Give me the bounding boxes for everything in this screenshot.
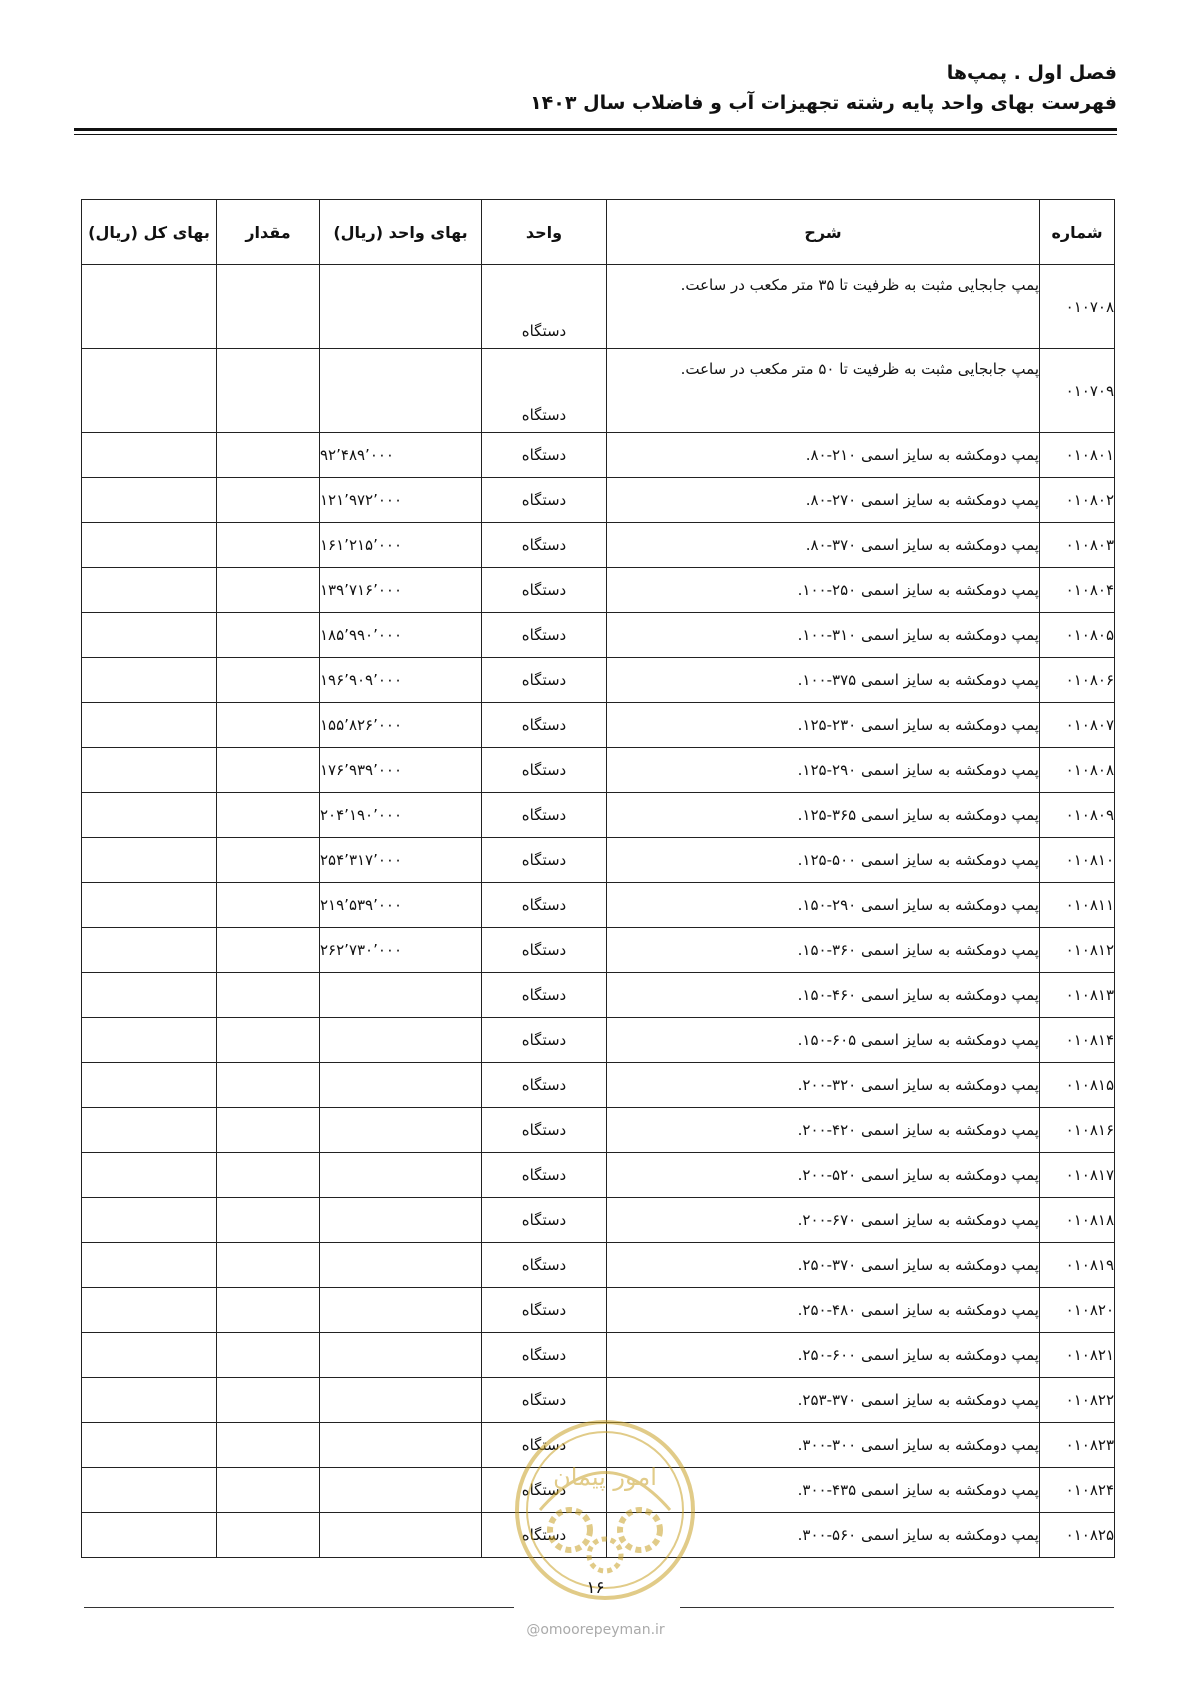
item-quantity	[217, 748, 320, 793]
item-unit: دستگاه	[482, 1468, 607, 1513]
chapter-title: فصل اول . پمپ‌ها	[946, 62, 1117, 84]
item-total-price	[82, 1108, 217, 1153]
item-quantity	[217, 658, 320, 703]
footer-rule-left	[84, 1607, 514, 1608]
item-quantity	[217, 523, 320, 568]
item-total-price	[82, 1468, 217, 1513]
item-unit: دستگاه	[482, 1243, 607, 1288]
item-unit: دستگاه	[482, 478, 607, 523]
table-row	[82, 703, 1115, 748]
item-code: ۰۱۰۸۱۷	[1040, 1153, 1115, 1198]
item-unit-price	[320, 1108, 482, 1153]
item-unit: دستگاه	[482, 748, 607, 793]
item-code: ۰۱۰۸۰۳	[1040, 523, 1115, 568]
item-total-price	[82, 703, 217, 748]
item-unit-price	[320, 1063, 482, 1108]
item-total-price	[82, 523, 217, 568]
item-code: ۰۱۰۸۲۴	[1040, 1468, 1115, 1513]
item-unit: دستگاه	[482, 1063, 607, 1108]
item-unit: دستگاه	[482, 1018, 607, 1063]
item-unit: دستگاه	[482, 1153, 607, 1198]
item-unit-price: ۱۲۱٬۹۷۲٬۰۰۰	[320, 478, 482, 523]
item-unit: دستگاه	[482, 1513, 607, 1558]
item-code: ۰۱۰۸۰۸	[1040, 748, 1115, 793]
item-quantity	[217, 1063, 320, 1108]
item-unit: دستگاه	[482, 349, 607, 433]
item-code: ۰۱۰۸۰۴	[1040, 568, 1115, 613]
table-row	[82, 523, 1115, 568]
col-header-unit-price: بهای واحد (ریال)	[320, 200, 482, 265]
table-row	[82, 748, 1115, 793]
item-quantity	[217, 1288, 320, 1333]
item-description: پمپ دومکشه به سایز اسمی ۳۱۰-۱۰۰.	[607, 613, 1040, 658]
item-total-price	[82, 1423, 217, 1468]
item-unit-price	[320, 1468, 482, 1513]
item-total-price	[82, 568, 217, 613]
header-rule-thin	[74, 134, 1117, 135]
item-unit: دستگاه	[482, 973, 607, 1018]
item-description: پمپ دومکشه به سایز اسمی ۵۰۰-۱۲۵.	[607, 838, 1040, 883]
item-code: ۰۱۰۸۲۳	[1040, 1423, 1115, 1468]
item-description: پمپ دومکشه به سایز اسمی ۲۹۰-۱۵۰.	[607, 883, 1040, 928]
item-total-price	[82, 793, 217, 838]
item-unit-price	[320, 1243, 482, 1288]
item-unit-price: ۱۳۹٬۷۱۶٬۰۰۰	[320, 568, 482, 613]
table-row	[82, 658, 1115, 703]
price-table	[81, 199, 1115, 1558]
item-description: پمپ دومکشه به سایز اسمی ۲۹۰-۱۲۵.	[607, 748, 1040, 793]
item-description: پمپ دومکشه به سایز اسمی ۶۰۰-۲۵۰.	[607, 1333, 1040, 1378]
item-unit: دستگاه	[482, 613, 607, 658]
item-code: ۰۱۰۸۱۸	[1040, 1198, 1115, 1243]
item-code: ۰۱۰۸۰۲	[1040, 478, 1115, 523]
col-header-unit: واحد	[482, 200, 607, 265]
svg-text:امور پیمان: امور پیمان	[553, 1463, 657, 1491]
item-code: ۰۱۰۸۰۶	[1040, 658, 1115, 703]
item-quantity	[217, 613, 320, 658]
item-unit-price	[320, 1378, 482, 1423]
item-unit: دستگاه	[482, 928, 607, 973]
page-number: ۱۶	[586, 1578, 605, 1598]
item-unit-price: ۱۵۵٬۸۲۶٬۰۰۰	[320, 703, 482, 748]
table-row	[82, 973, 1115, 1018]
item-code: ۰۱۰۸۲۲	[1040, 1378, 1115, 1423]
item-unit: دستگاه	[482, 1198, 607, 1243]
item-unit-price	[320, 265, 482, 349]
item-code: ۰۱۰۸۱۰	[1040, 838, 1115, 883]
item-unit-price	[320, 349, 482, 433]
item-total-price	[82, 1153, 217, 1198]
item-description: پمپ جابجایی مثبت به ظرفیت تا ۳۵ متر مکعب در ساعت.	[607, 265, 1040, 349]
item-description: پمپ دومکشه به سایز اسمی ۳۰۰-۳۰۰.	[607, 1423, 1040, 1468]
table-row	[82, 613, 1115, 658]
item-total-price	[82, 265, 217, 349]
footer-rule-right	[680, 1607, 1114, 1608]
item-code: ۰۱۰۸۱۳	[1040, 973, 1115, 1018]
item-quantity	[217, 265, 320, 349]
item-unit-price	[320, 1333, 482, 1378]
item-description: پمپ دومکشه به سایز اسمی ۶۰۵-۱۵۰.	[607, 1018, 1040, 1063]
item-quantity	[217, 349, 320, 433]
table-row	[82, 793, 1115, 838]
item-unit: دستگاه	[482, 883, 607, 928]
table-row	[82, 883, 1115, 928]
table-row	[82, 1108, 1115, 1153]
item-total-price	[82, 1018, 217, 1063]
table-row	[82, 1063, 1115, 1108]
item-description: پمپ دومکشه به سایز اسمی ۴۲۰-۲۰۰.	[607, 1108, 1040, 1153]
item-code: ۰۱۰۸۲۰	[1040, 1288, 1115, 1333]
item-unit-price	[320, 1288, 482, 1333]
item-unit-price: ۱۸۵٬۹۹۰٬۰۰۰	[320, 613, 482, 658]
table-row	[82, 1288, 1115, 1333]
item-unit-price: ۲۶۲٬۷۳۰٬۰۰۰	[320, 928, 482, 973]
item-code: ۰۱۰۸۰۷	[1040, 703, 1115, 748]
item-unit-price	[320, 1513, 482, 1558]
col-header-code: شماره	[1040, 200, 1115, 265]
item-unit-price	[320, 1198, 482, 1243]
item-quantity	[217, 1198, 320, 1243]
item-total-price	[82, 1513, 217, 1558]
item-total-price	[82, 973, 217, 1018]
item-quantity	[217, 703, 320, 748]
document-title: فهرست بهای واحد پایه رشته تجهیزات آب و فاضلاب سال ۱۴۰۳	[530, 92, 1117, 114]
page-header	[530, 58, 1117, 118]
table-row	[82, 433, 1115, 478]
item-quantity	[217, 1423, 320, 1468]
item-unit: دستگاه	[482, 1333, 607, 1378]
item-total-price	[82, 928, 217, 973]
item-unit-price	[320, 973, 482, 1018]
item-unit: دستگاه	[482, 265, 607, 349]
item-unit: دستگاه	[482, 1378, 607, 1423]
item-total-price	[82, 883, 217, 928]
item-description: پمپ دومکشه به سایز اسمی ۲۳۰-۱۲۵.	[607, 703, 1040, 748]
item-description: پمپ دومکشه به سایز اسمی ۴۸۰-۲۵۰.	[607, 1288, 1040, 1333]
item-code: ۰۱۰۸۱۵	[1040, 1063, 1115, 1108]
item-total-price	[82, 433, 217, 478]
item-unit: دستگاه	[482, 1108, 607, 1153]
item-total-price	[82, 1198, 217, 1243]
item-description: پمپ دومکشه به سایز اسمی ۳۷۰-۲۵۰.	[607, 1243, 1040, 1288]
item-unit-price: ۲۵۴٬۳۱۷٬۰۰۰	[320, 838, 482, 883]
item-quantity	[217, 1108, 320, 1153]
item-unit: دستگاه	[482, 433, 607, 478]
table-header-row	[82, 200, 1115, 265]
item-description: پمپ دومکشه به سایز اسمی ۶۷۰-۲۰۰.	[607, 1198, 1040, 1243]
col-header-total-price: بهای کل (ریال)	[82, 200, 217, 265]
item-quantity	[217, 1153, 320, 1198]
item-total-price	[82, 1333, 217, 1378]
table-row	[82, 838, 1115, 883]
table-row	[82, 1333, 1115, 1378]
item-total-price	[82, 1288, 217, 1333]
item-unit: دستگاه	[482, 703, 607, 748]
item-description: پمپ دومکشه به سایز اسمی ۳۶۵-۱۲۵.	[607, 793, 1040, 838]
item-code: ۰۱۰۷۰۹	[1040, 349, 1115, 433]
item-unit: دستگاه	[482, 793, 607, 838]
item-total-price	[82, 349, 217, 433]
item-code: ۰۱۰۸۱۹	[1040, 1243, 1115, 1288]
table-row	[82, 1018, 1115, 1063]
col-header-description: شرح	[607, 200, 1040, 265]
table-row	[82, 349, 1115, 433]
table-row	[82, 1153, 1115, 1198]
item-unit-price	[320, 1153, 482, 1198]
item-unit-price: ۱۷۶٬۹۳۹٬۰۰۰	[320, 748, 482, 793]
table-row	[82, 478, 1115, 523]
item-quantity	[217, 1513, 320, 1558]
item-quantity	[217, 568, 320, 613]
item-total-price	[82, 1243, 217, 1288]
item-code: ۰۱۰۸۱۴	[1040, 1018, 1115, 1063]
item-quantity	[217, 1378, 320, 1423]
item-description: پمپ دومکشه به سایز اسمی ۳۶۰-۱۵۰.	[607, 928, 1040, 973]
table-row	[82, 568, 1115, 613]
table-row	[82, 928, 1115, 973]
table-row	[82, 1198, 1115, 1243]
item-total-price	[82, 838, 217, 883]
item-unit-price	[320, 1018, 482, 1063]
item-quantity	[217, 973, 320, 1018]
table-row	[82, 265, 1115, 349]
item-code: ۰۱۰۸۰۵	[1040, 613, 1115, 658]
item-description: پمپ دومکشه به سایز اسمی ۵۲۰-۲۰۰.	[607, 1153, 1040, 1198]
item-description: پمپ دومکشه به سایز اسمی ۲۱۰-۸۰.	[607, 433, 1040, 478]
item-description: پمپ دومکشه به سایز اسمی ۳۲۰-۲۰۰.	[607, 1063, 1040, 1108]
item-total-price	[82, 1378, 217, 1423]
item-quantity	[217, 928, 320, 973]
item-quantity	[217, 433, 320, 478]
item-code: ۰۱۰۸۱۶	[1040, 1108, 1115, 1153]
item-quantity	[217, 883, 320, 928]
item-total-price	[82, 613, 217, 658]
item-unit: دستگاه	[482, 523, 607, 568]
watermark-logo-icon	[510, 1415, 700, 1605]
item-unit-price: ۲۰۴٬۱۹۰٬۰۰۰	[320, 793, 482, 838]
item-description: پمپ دومکشه به سایز اسمی ۵۶۰-۳۰۰.	[607, 1513, 1040, 1558]
item-total-price	[82, 1063, 217, 1108]
item-description: پمپ دومکشه به سایز اسمی ۴۶۰-۱۵۰.	[607, 973, 1040, 1018]
item-unit-price: ۲۱۹٬۵۳۹٬۰۰۰	[320, 883, 482, 928]
item-total-price	[82, 748, 217, 793]
item-quantity	[217, 478, 320, 523]
item-unit-price: ۱۶۱٬۲۱۵٬۰۰۰	[320, 523, 482, 568]
item-unit: دستگاه	[482, 568, 607, 613]
item-code: ۰۱۰۷۰۸	[1040, 265, 1115, 349]
item-description: پمپ دومکشه به سایز اسمی ۳۷۰-۸۰.	[607, 523, 1040, 568]
item-unit: دستگاه	[482, 1288, 607, 1333]
item-unit-price	[320, 1423, 482, 1468]
table-row	[82, 1243, 1115, 1288]
item-quantity	[217, 838, 320, 883]
item-code: ۰۱۰۸۱۲	[1040, 928, 1115, 973]
item-unit-price: ۱۹۶٬۹۰۹٬۰۰۰	[320, 658, 482, 703]
website-credit: @omoorepeyman.ir	[526, 1622, 665, 1638]
header-rule-thick	[74, 128, 1117, 131]
item-quantity	[217, 1468, 320, 1513]
item-description: پمپ دومکشه به سایز اسمی ۳۷۵-۱۰۰.	[607, 658, 1040, 703]
item-description: پمپ دومکشه به سایز اسمی ۳۷۰-۲۵۳.	[607, 1378, 1040, 1423]
item-description: پمپ دومکشه به سایز اسمی ۴۳۵-۳۰۰.	[607, 1468, 1040, 1513]
item-description: پمپ جابجایی مثبت به ظرفیت تا ۵۰ متر مکعب در ساعت.	[607, 349, 1040, 433]
item-code: ۰۱۰۸۰۹	[1040, 793, 1115, 838]
item-unit-price: ۹۲٬۴۸۹٬۰۰۰	[320, 433, 482, 478]
col-header-quantity: مقدار	[217, 200, 320, 265]
item-total-price	[82, 478, 217, 523]
item-quantity	[217, 1243, 320, 1288]
item-quantity	[217, 1018, 320, 1063]
item-code: ۰۱۰۸۱۱	[1040, 883, 1115, 928]
item-quantity	[217, 1333, 320, 1378]
item-code: ۰۱۰۸۲۱	[1040, 1333, 1115, 1378]
item-code: ۰۱۰۸۲۵	[1040, 1513, 1115, 1558]
item-unit: دستگاه	[482, 658, 607, 703]
item-total-price	[82, 658, 217, 703]
item-unit: دستگاه	[482, 838, 607, 883]
item-quantity	[217, 793, 320, 838]
item-description: پمپ دومکشه به سایز اسمی ۲۷۰-۸۰.	[607, 478, 1040, 523]
item-code: ۰۱۰۸۰۱	[1040, 433, 1115, 478]
item-description: پمپ دومکشه به سایز اسمی ۲۵۰-۱۰۰.	[607, 568, 1040, 613]
item-unit: دستگاه	[482, 1423, 607, 1468]
